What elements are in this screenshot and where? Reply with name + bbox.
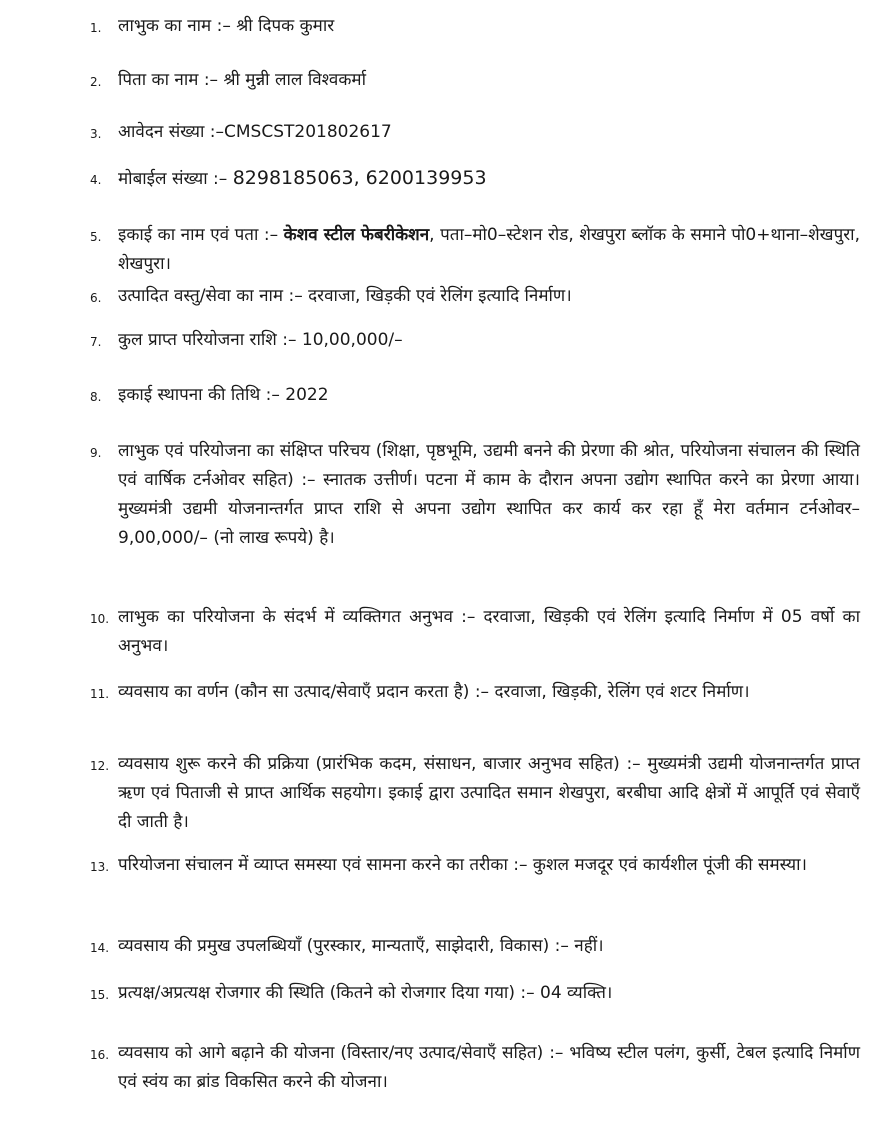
item-text: प्रत्यक्ष/अप्रत्यक्ष रोजगार की स्थिति (कितने को रोजगार दिया गया) :– 04 व्यक्ति। (118, 983, 613, 1003)
item-text: व्यवसाय की प्रमुख उपलब्धियाँ (पुरस्कार, मान्यताएँ, साझेदारी, विकास) :– नहीं। (118, 936, 604, 956)
item-number: 4. (90, 173, 102, 187)
item-text: लाभुक का परियोजना के संदर्भ में व्यक्तिगत अनुभव :– दरवाजा, खिड़की एवं रेलिंग इत्यादि निर्माण में 05 वर्षो का अनुभव। (118, 607, 860, 656)
item-text: कुल प्राप्त परियोजना राशि :– 10,00,000/– (118, 330, 403, 350)
mobile-numbers: 8298185063, 6200139953 (232, 167, 487, 189)
item-text: व्यवसाय का वर्णन (कौन सा उत्पाद/सेवाएँ प्रदान करता है) :– दरवाजा, खिड़की, रेलिंग एवं शटर निर्माण। (118, 682, 750, 702)
item-number: 1. (90, 21, 102, 35)
item-text: लाभुक एवं परियोजना का संक्षिप्त परिचय (शिक्षा, पृष्ठभूमि, उद्यमी बनने की प्रेरणा की श्रोत, परियोजना संचालन की स्थिति एवं वार्षिक टर्नओवर सहित) :– स्नातक उत्तीर्ण। पटना में काम के दौरान अपना उद्योग स्थापित करने का प्रेरणा आया। मुख्यमंत्री उद्यमी योजनान्तर्गत प्राप्त राशि से अपना उद्योग स्थापित कर कार्य कर रहा हूँ मेरा वर्तमान टर्नओवर–9,00,000/– (नो लाख रूपये) है। (118, 441, 860, 548)
item-text (118, 221, 860, 279)
item-text: व्यवसाय शुरू करने की प्रक्रिया (प्रारंभिक कदम, संसाधन, बाजार अनुभव सहित) :– मुख्यमंत्री उद्यमी योजनान्तर्गत प्राप्त ऋण एवं पिताजी से प्राप्त आर्थिक सहयोग। इकाई द्वारा उत्पादित समान शेखपुरा, बरबीघा आदि क्षेत्रों में आपूर्ति एवं सेवाएँ दी जाती है। (118, 754, 860, 832)
item-text: पिता का नाम :– श्री मुन्नी लाल विश्वकर्मा (118, 70, 366, 90)
item-text (118, 164, 860, 194)
item-number: 9. (90, 446, 102, 460)
item-text: व्यवसाय को आगे बढ़ाने की योजना (विस्तार/नए उत्पाद/सेवाएँ सहित) :– भविष्य स्टील पलंग, कुर्सी, टेबल इत्यादि निर्माण एवं स्वंय का ब्रांड विकसित करने की योजना। (118, 1043, 860, 1092)
item-number: 14. (90, 941, 110, 955)
unit-address: , पता–मो0–स्टेशन रोड, शेखपुरा ब्लॉक के समाने पो0+थाना–शेखपुरा, शेखपुरा। (118, 225, 860, 274)
item-text: परियोजना संचालन में व्याप्त समस्या एवं सामना करने का तरीका :– कुशल मजदूर एवं कार्यशील पूंजी की समस्या। (118, 855, 808, 875)
item-number: 5. (90, 230, 102, 244)
item-number: 10. (90, 612, 110, 626)
unit-name: केशव स्टील फेबरीकेशन (283, 225, 430, 245)
item-text: उत्पादित वस्तु/सेवा का नाम :– दरवाजा, खिड़की एवं रेलिंग इत्यादि निर्माण। (118, 286, 572, 306)
item-text: आवेदन संख्या :–CMSCST201802617 (118, 122, 392, 142)
item-number: 16. (90, 1048, 110, 1062)
item-number: 11. (90, 687, 110, 701)
item-text: लाभुक का नाम :– श्री दिपक कुमार (118, 16, 335, 36)
item-number: 15. (90, 988, 110, 1002)
item-number: 3. (90, 127, 102, 141)
item-number: 8. (90, 390, 102, 404)
item-number: 2. (90, 75, 102, 89)
item-text: इकाई स्थापना की तिथि :– 2022 (118, 385, 329, 405)
mobile-label: मोबाईल संख्या :– (118, 169, 233, 189)
item-number: 12. (90, 759, 110, 773)
item-number: 7. (90, 335, 102, 349)
item-number: 13. (90, 860, 110, 874)
unit-label: इकाई का नाम एवं पता :– (118, 225, 284, 245)
item-number: 6. (90, 291, 102, 305)
